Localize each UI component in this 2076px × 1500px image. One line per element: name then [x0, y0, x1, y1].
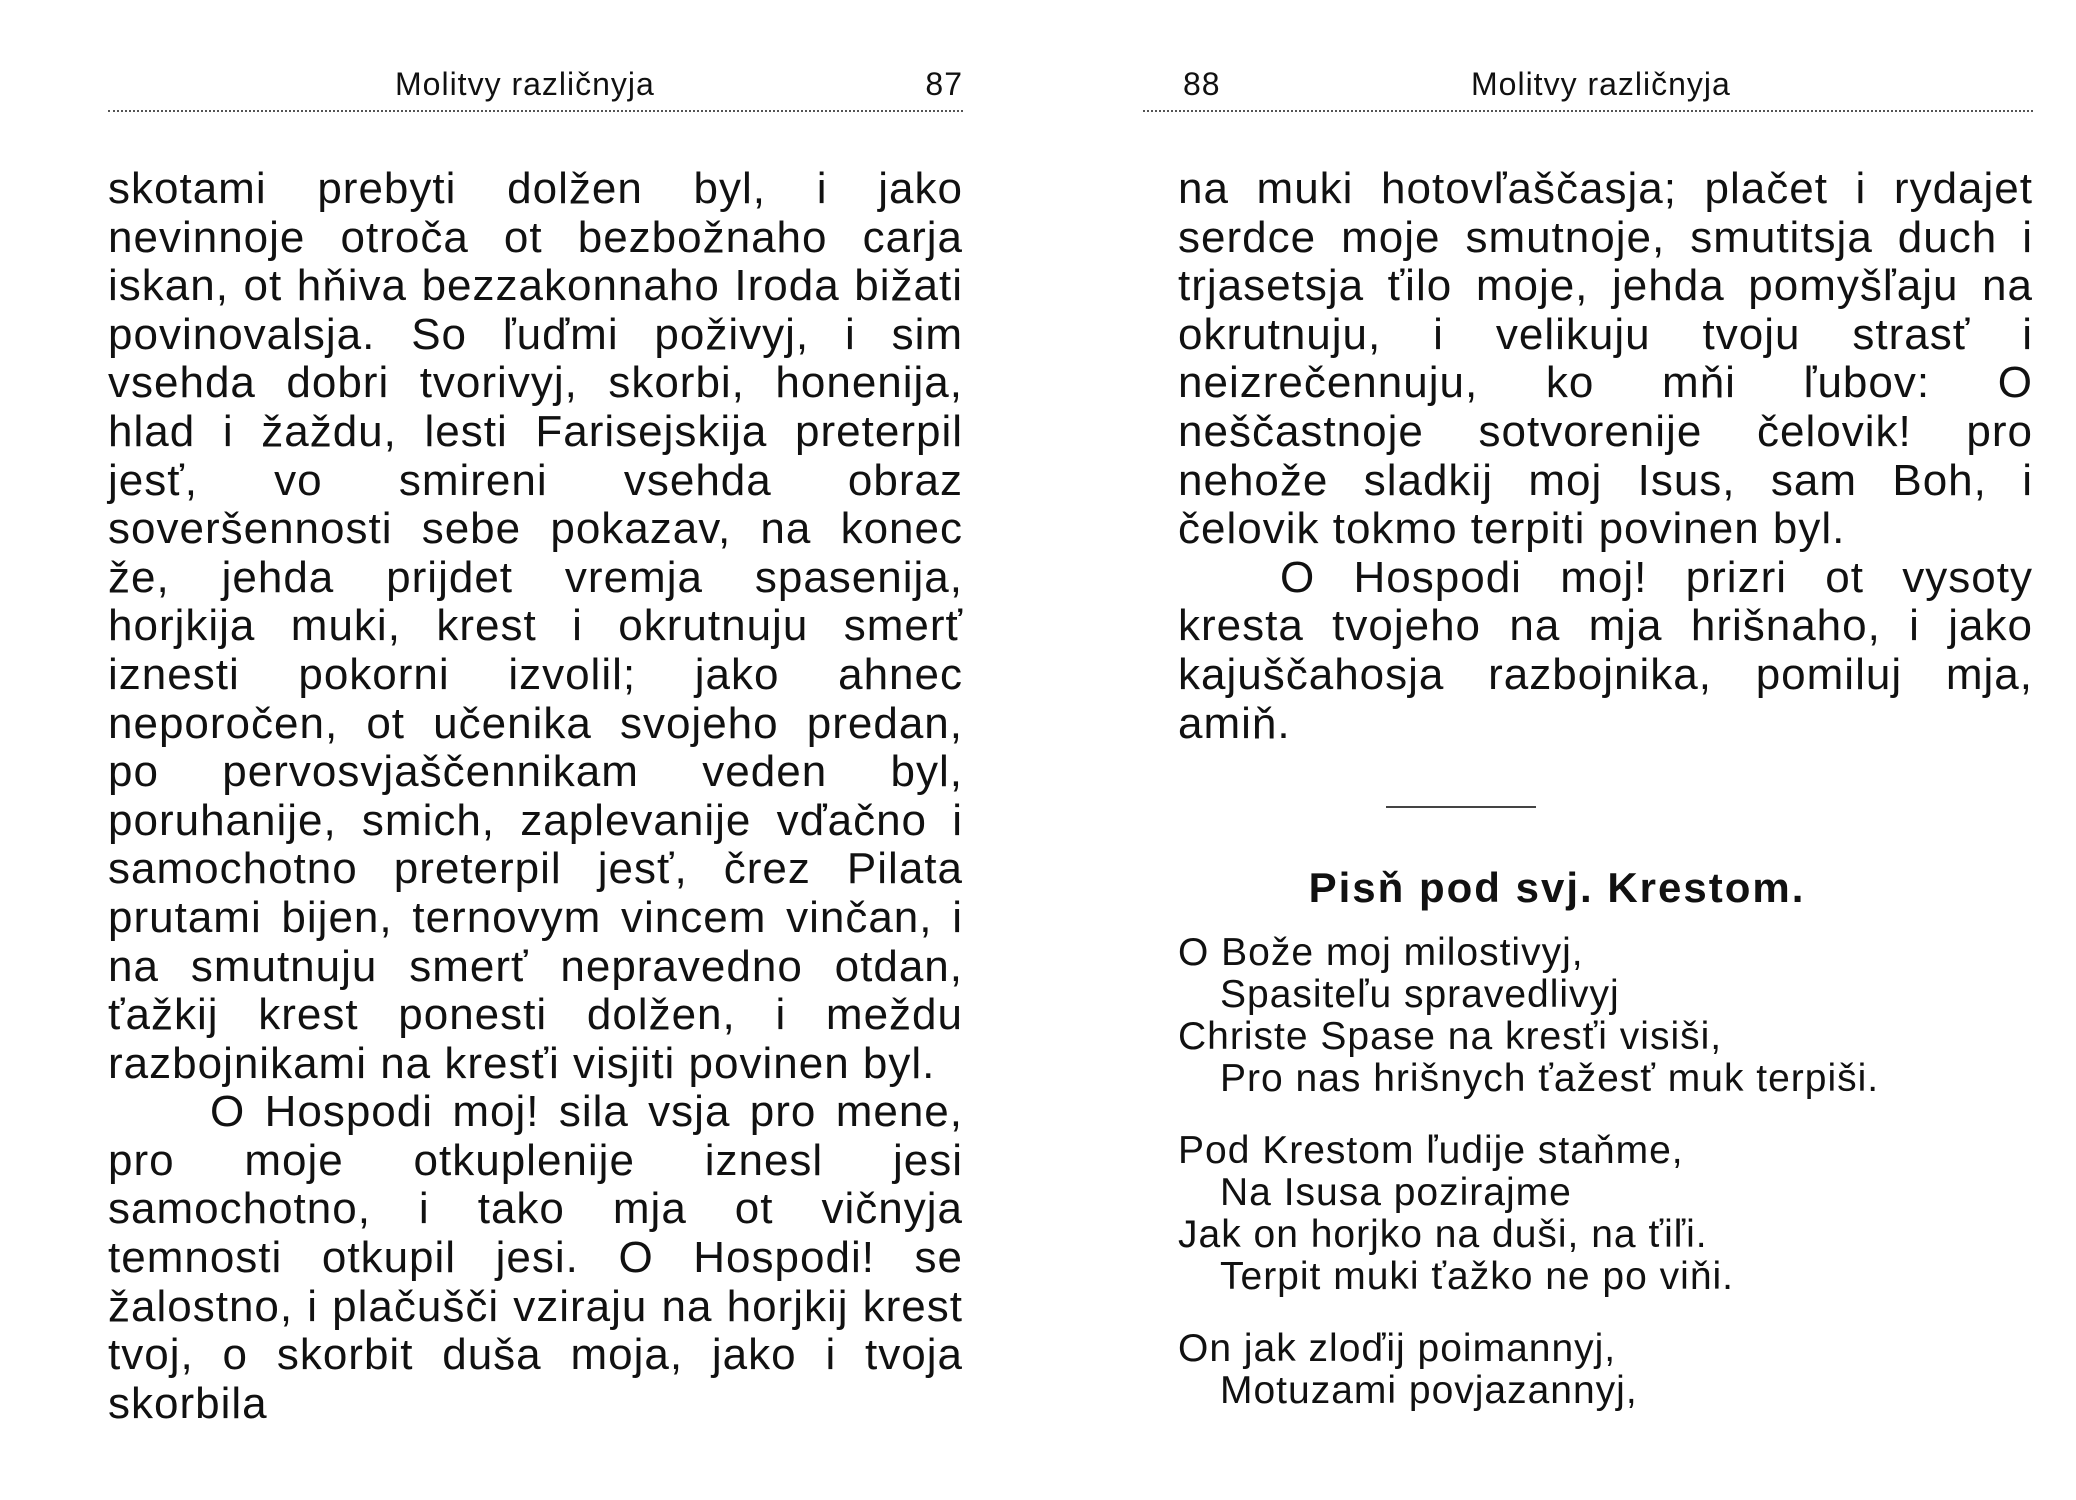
section-divider: [1386, 806, 1536, 808]
running-head: [108, 58, 963, 112]
hymn-verses: [1178, 932, 1998, 1442]
verse-line: Christe Spase na kresťi visiši,: [1178, 1015, 1723, 1058]
paragraph: O Hospodi moj! prizri ot vysoty kresta tvojeho na mja hrišnaho, i jako kajuščahosja razbojnika, pomiluj mja, amiň.: [1178, 552, 2033, 748]
verse-line: O Bože moj milostivyj,: [1178, 931, 1584, 974]
verse-line: Pro nas hrišnych ťažesť muk terpiši.: [1220, 1057, 1880, 1100]
verse-line: Pod Krestom ľudije staňme,: [1178, 1129, 1684, 1172]
paragraph: O Hospodi moj! sila vsja pro mene, pro moje otkuplenije iznesl jesi samochotno, i tako mja ot vičnyja temnosti otkupil jesi. O Hospodi! se žalostno, i plačušči vziraju na horjkij krest tvoj, o skorbit duša moja, jako i tvoja skorbila: [108, 1087, 963, 1428]
page-number: 88: [1183, 66, 1221, 102]
running-head-title: Molitvy različnyja: [1471, 66, 1731, 102]
verse-line: Terpit muki ťažko ne po viňi.: [1220, 1255, 1735, 1298]
verse-line: Na Isusa pozirajme: [1220, 1171, 1572, 1214]
right-page: [1038, 0, 2076, 1500]
body-text: [1178, 165, 2033, 748]
running-head: [1143, 58, 2033, 112]
verse-line: Jak on horjko na duši, na ťiľi.: [1178, 1213, 1708, 1256]
stanza: [1178, 1328, 1998, 1412]
verse-line: On jak zloďij poimannyj,: [1178, 1327, 1617, 1370]
stanza: [1178, 932, 1998, 1100]
page-number: 87: [925, 66, 963, 102]
verse-line: Motuzami povjazannyj,: [1220, 1369, 1638, 1412]
paragraph: skotami prebyti dolžen byl, i jako nevinnoje otroča ot bezbožnaho carja iskan, ot hňiva bezzakonnaho Iroda bižati povinovalsja. So ľuďmi poživyj, i sim vsehda dobri tvorivyj, skorbi, honenija, hlad i žaždu, lesti Farisejskija preterpil jesť, vo smireni vsehda obraz soveršennosti sebe pokazav, na konec že, jehda prijdet vremja spasenija, horjkija muki, krest i okrutnuju smerť iznesti pokorni izvolil; jako ahnec neporočen, ot učenika svojeho predan, po pervosvjaščennikam veden byl, poruhanije, smich, zaplevanije vďačno i samochotno preterpil jesť, črez Pilata prutami bijen, ternovym vincem vinčan, i na smutnuju smerť nepravedno otdan, ťažkij krest ponesti dolžen, i meždu razbojnikami na kresťi visjiti povinen byl.: [108, 164, 963, 1088]
verse-line: Spasiteľu spravedlivyj: [1220, 973, 1620, 1016]
paragraph: na muki hotovľaščasja; plačet i rydajet serdce moje smutnoje, smutitsja duch i trjasetsja ťilo moje, jehda pomyšľaju na okrutnuju, i velikuju tvoju strasť i neizrečennuju, ko mňi ľubov: O neščastnoje sotvorenije čelovik! pro nehože sladkij moj Isus, sam Boh, i čelovik tokmo terpiti povinen byl.: [1178, 164, 2033, 554]
hymn-title: Pisň pod svj. Krestom.: [1308, 864, 1806, 911]
stanza: [1178, 1130, 1998, 1298]
body-text: [108, 165, 963, 1428]
running-head-title: Molitvy različnyja: [395, 66, 655, 102]
